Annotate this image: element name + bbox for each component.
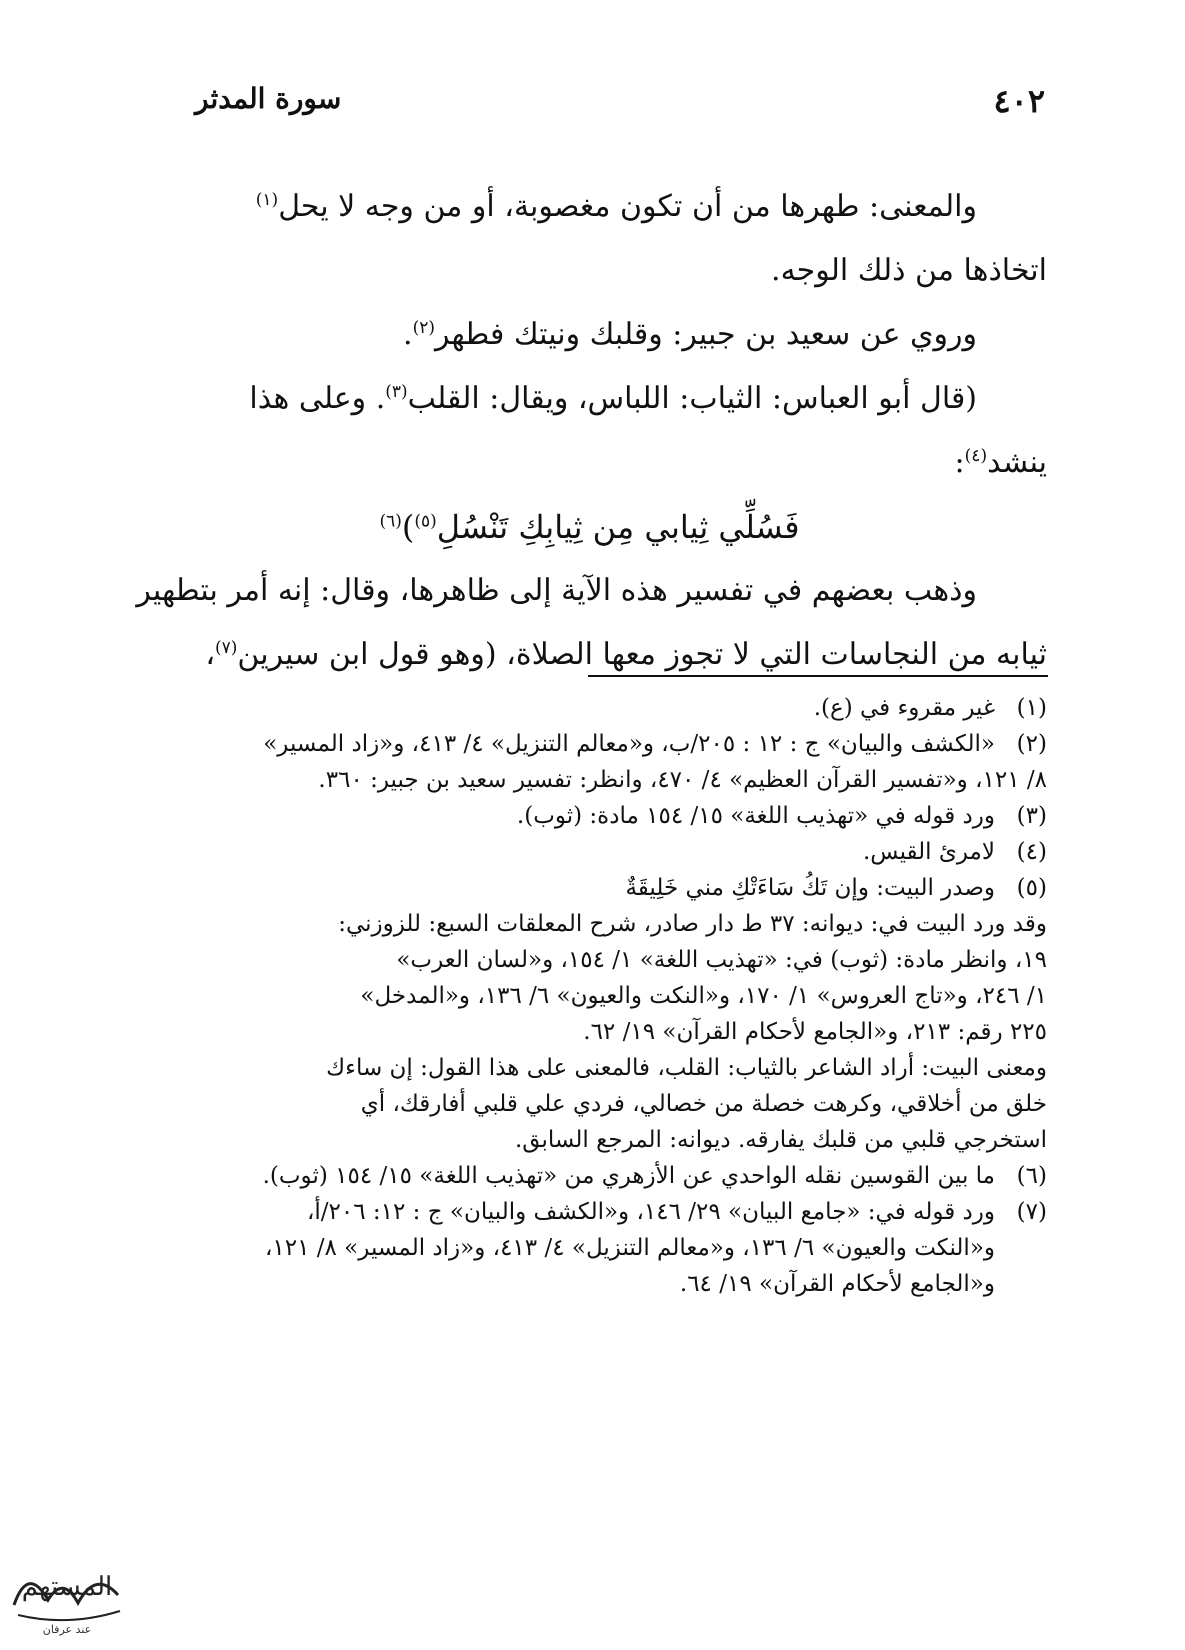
footnote-ref-6: (٦) (379, 511, 402, 532)
poetry-verse: فَسُلِّي ثِيابي مِن ثِيابِكِ تَنْسُلِ$^{(٥)}$)$^{(٦)}$ (379, 508, 800, 546)
svg-text:المستهم: المستهم (21, 1572, 113, 1602)
body-line-5: ينشد$^{(٤)}$: (954, 445, 1047, 480)
body-line-4: (قال أبو العباس: الثياب: اللباس، ويقال: القلب$^{(٣)}$. وعلى هذا (249, 381, 977, 416)
page-number: ٤٠٢ (993, 82, 1045, 120)
footnote-6: (٦) ما بين القوسين نقله الواحدي عن الأزهري من «تهذيب اللغة» ١٥/ ١٥٤ (ثوب). (262, 1163, 1047, 1189)
body-line-3: وروي عن سعيد بن جبير: وقلبك ونيتك فطهر$^{(٢)}$. (403, 317, 977, 352)
svg-text:عند عرفان: عند عرفان (42, 1623, 92, 1636)
main-text (132, 175, 1047, 687)
footnote-1: (١) غير مقروء في (ع). (813, 695, 1047, 721)
footnote-3: (٣) ورد قوله في «تهذيب اللغة» ١٥/ ١٥٤ مادة: (ثوب). (516, 803, 1047, 829)
page-header (195, 82, 1045, 132)
surah-title: سورة المدثر (195, 82, 342, 115)
footnote-ref-5: (٥) (414, 511, 437, 532)
footnotes (132, 690, 1047, 1302)
footnote-ref-1: (١) (255, 190, 279, 210)
publisher-logo (8, 1545, 126, 1640)
body-line-7: ثيابه من النجاسات التي لا تجوز معها الصلاة، (وهو قول ابن سيرين$^{(٧)}$، (205, 637, 1047, 672)
footnote-5: (٥) وصدر البيت: وإن تَكُ سَاءَتْكِ مني خَلِيقَةٌ وقد ورد البيت في: ديوانه: ٣٧ ط دار صادر، شرح المعلقات السبع: للزوزني: ١٩، وانظر مادة: (ثوب) في: «تهذيب اللغة» ١/ ١٥٤، و«لسان العرب» ١/ ٢٤٦، و«تاج العروس» ١/ ١٧٠، و«النكت والعيون» ٦/ ١٣٦، و«المدخل» ٢٢٥ رقم: ٢١٣، و«الجامع لأحكام القرآن» ١٩/ ٦٢. ومعنى البيت: أراد الشاعر بالثياب: القلب، فالمعنى على هذا القول: إن ساءك خلق من أخلاقي، وكرهت خصلة من خصالي، فردي علي قلبي أفارقك، أي استخرجي قلبي من قلبك يفارقه. ديوانه: المرجع السابق. (326, 875, 1047, 1153)
footnote-separator (588, 675, 1048, 677)
footnote-2: (٢) «الكشف والبيان» ج : ١٢ : ٢٠٥/ب، و«معالم التنزيل» ٤/ ٤١٣، و«زاد المسير» ٨/ ١٢١، و«تفسير القرآن العظيم» ٤/ ٤٧٠، وانظر: تفسير سعيد بن جبير: ٣٦٠. (263, 731, 1047, 793)
footnote-ref-4: (٤) (964, 446, 988, 466)
footnote-ref-3: (٣) (385, 382, 408, 402)
footnote-4: (٤) لامرئ القيس. (862, 839, 1047, 865)
body-line-1: والمعنى: طهرها من أن تكون مغصوبة، أو من وجه لا يحل$^{(١)}$ (255, 189, 977, 224)
footnote-ref-7: (٧) (215, 638, 238, 658)
footnote-ref-2: (٢) (412, 318, 435, 338)
body-line-2: اتخاذها من ذلك الوجه. (771, 253, 1047, 288)
body-line-6: وذهب بعضهم في تفسير هذه الآية إلى ظاهرها، وقال: إنه أمر بتطهير (136, 573, 977, 608)
footnote-7: (٧) ورد قوله في: «جامع البيان» ٢٩/ ١٤٦، و«الكشف والبيان» ج : ١٢: ٢٠٦/أ، و«النكت والعيون» ٦/ ١٣٦، و«معالم التنزيل» ٤/ ٤١٣، و«زاد المسير» ٨/ ١٢١، و«الجامع لأحكام القرآن» ١٩/ ٦٤. (264, 1199, 1047, 1297)
